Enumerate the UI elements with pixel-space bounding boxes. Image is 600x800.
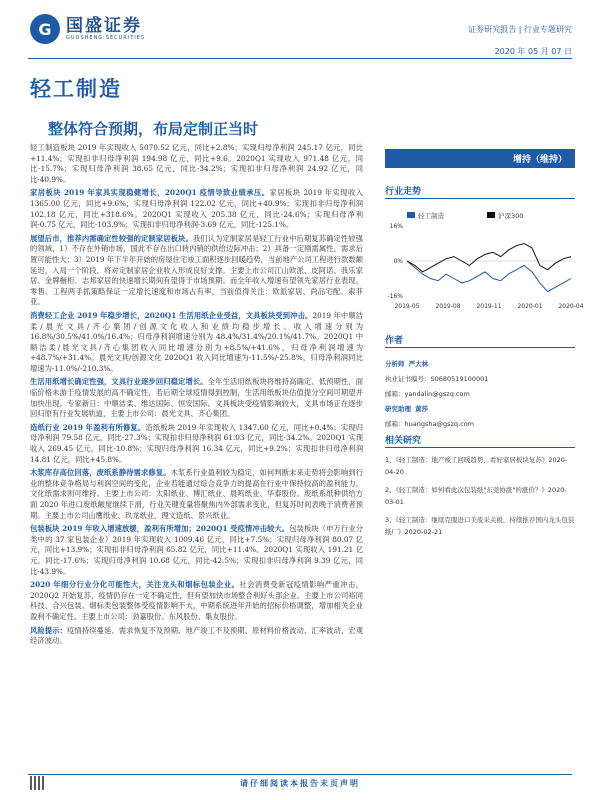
cert-line: 执业证书编号：S0680519100001 xyxy=(385,375,489,383)
authors-title: 作者 xyxy=(385,336,404,346)
page-title: 轻工制造 xyxy=(30,76,122,101)
x-tick-label: 2019-08 xyxy=(435,303,461,310)
assistant-line: 研究助理 黄莎 xyxy=(385,405,429,413)
paragraph: 2020 年细分行业分化可能性大，关注龙头和烟标包装企业。社会消费受新冠疫情影响严重冲击，2020Q2 开始复苏，疫情仍存在一定不确定性，但有望加快市场整合利好头部企业。主要上市公司裕同科技、合兴包装。烟标类包装整体受疫情影响不大，中期系统进年开始的招标价格调整，增加相关企业盈利不确定性。主要上市公司：劲嘉股份、东风股份、集友股份。 xyxy=(30,580,363,621)
legend-label-1: 沪深300 xyxy=(498,212,524,220)
paragraph: 风险提示：疫情持续蔓延、需求恢复不及预期、地产竣工不及预期、原材料价格波动、汇率波动、宏观经济波动。 xyxy=(30,625,364,646)
related-divider xyxy=(385,447,575,448)
series-line-0 xyxy=(407,261,571,292)
series-line-1 xyxy=(407,244,571,272)
paragraph: 生活用纸增长确定性强，文具行业逐步回归稳定增长。全年生活用纸板块将维持高确定、低预期性，面临价格未游于疫情发展的高不确定性，若后期全球疫情得到控制，生活用纸板块估值提分空间可期望并加快出现。专家新日：中顺洁柔、维达国际、恒安国际。文具板块受疫情影响较大，文具市场正在逐步回归原有行业发展轨道，主要上市公司：晨光文具、齐心集团。 xyxy=(30,377,363,419)
assistant-name: 黄莎 xyxy=(415,405,429,413)
rating-badge: 增持（维持） xyxy=(385,149,575,168)
company-logo xyxy=(30,14,145,44)
body-text xyxy=(30,143,363,650)
related-item[interactable]: 3、《轻工制造：继续克服进口美废采关税，持续推荐国内龙头包装纸厂》2020-02-21 xyxy=(385,516,575,536)
logo-en: GUOSHENG SECURITIES xyxy=(66,35,146,41)
paragraph: 造纸行业 2019 年盈利有所修复。造纸板块 2019 年实现收入 1347.60 亿元，同比+0.4%；实现归母净利润 79.58 亿元，同比-27.3%；实现扣非归母净利润 61.03 亿元，同比-34.2%。2020Q1 实现收入 269.45 亿元，同比-10.8%；实现归母净利润 16.34 亿元，同比+9.2%；实现扣非归母净利润 14.81 亿元，同比+45.8%。 xyxy=(30,422,363,464)
y-tick-label: -16% xyxy=(387,293,403,300)
y-tick-label: 16% xyxy=(389,223,403,230)
email2-line[interactable]: 邮箱：huangsha@gszq.com xyxy=(385,420,474,428)
trend-title: 行业走势 xyxy=(385,187,422,197)
related-item[interactable]: 1、《轻工制造：地产竣工回暖趋势，看好家居板块复苏》2020-04-20 xyxy=(385,456,568,476)
legend-swatch-0 xyxy=(407,212,415,218)
paragraph: 家居板块 2019 年家具实现稳健增长，2020Q1 疫情导致业绩承压。家居板块 2019 年实现收入 1365.00 亿元，同比+9.6%；实现归母净利润 122.02 亿元，同比+40.9%；实现扣非归母净利润 102.18 亿元，同比+318.6%。2020Q1 实现收入 205.38 亿元，同比-24.6%；实现归母净利润-0.75 亿元，同比-103.9%；实现扣非归母净利润-3.69 亿元，同比-125.1%。 xyxy=(30,188,363,230)
trend-chart xyxy=(385,206,584,316)
paragraph: 轻工制造板块 2019 年实现收入 5070.52 亿元，同比+2.8%；实现归母净利润 245.17 亿元，同比+11.4%；实现扣非归母净利润 194.98 亿元，同比+9.6。2020Q1 实现收入 971.48 亿元，同比-15.7%；实现归母净利润 38.65 亿元，同比-34.2%；实现扣非归母净利润 24.92 亿元，同比-40.9%。 xyxy=(30,143,363,184)
paragraph: 包装板块 2019 年收入增速放缓，盈利有所增加；2020Q1 受疫情冲击较大。包装板块（申万行业分类中的 37 家包装企业）2019 年实现收入 1009.46 亿元，同比+7.5%；实现归母净利润 80.07 亿元，同比+13.9%；实现扣非归母净利润 65.82 亿元，同比+11.4%。2020Q1 实现收入 191.21 亿元，同比-17.6%；实现归母净利润 10.68 亿元，同比-42.5%；实现扣非归母净利润 9.39 亿元，同比-43.9%。 xyxy=(30,524,364,576)
footer-divider xyxy=(28,774,572,775)
x-tick-label: 2019-05 xyxy=(394,303,420,310)
y-tick-label: 0% xyxy=(393,258,403,265)
related-list xyxy=(385,455,575,545)
header-divider xyxy=(28,58,572,59)
x-tick-label: 2020-04 xyxy=(558,303,584,310)
trend-divider xyxy=(385,198,575,199)
footer-disclaimer: 请仔细阅读本报告末页声明 xyxy=(240,779,360,788)
page-subtitle: 整体符合预期，布局定制正当时 xyxy=(48,120,259,138)
email-line[interactable]: 邮箱：yandalin@gszq.com xyxy=(385,390,470,398)
related-item[interactable]: 2、《轻工制造：如何看此次包装纸"东莞协涨"的涨价？》2020-03-01 xyxy=(385,486,567,506)
legend-swatch-1 xyxy=(487,212,495,218)
paragraph: 木浆库存高位回落，废纸系静待需求修复。木浆系行业盈利较为稳定，如何判断未来走势将会影响到行业的整体竞争格局与利润空间的变化，企业若能通过综合竞争力的提高在行业中保持较高的盈利能力，文化纸需求则可维持。主要上市公司：太阳纸业、博汇纸业、晨鸣纸业、华泰股份。废纸系纸种供给方面 2020 年进口废纸额度继续下滑，行业关键变量将聚焦内外部需求变化，但复苏时间表晚于消费者预期。主要上市公司山鹰纸业、玖龙纸业、理文造纸、景兴纸业。 xyxy=(30,468,364,520)
related-title: 相关研究 xyxy=(385,436,422,446)
report-date: 2020 年 05 月 07 日 xyxy=(494,47,572,56)
logo-cn: 国盛证券 xyxy=(66,16,142,36)
analyst-line: 分析师 严大林 xyxy=(385,360,429,368)
legend-label-0: 轻工制造 xyxy=(418,212,444,220)
x-tick-label: 2019-11 xyxy=(476,303,502,310)
paragraph: 消费轻工企业 2019 年稳步增长，2020Q1 生活用纸企业受益，文具板块受到冲击。2019 年中顺洁柔/晨光文具/齐心集团/创源文化收入和业绩均稳步增长。收入增速分别为 16.8%/30.5%/41.0%/16.4%；归母净利润增速分别为 48.4%/31.4%/20.1%/41.7%。2020Q1 中顺洁柔/晨光文具/齐心集团收入同比增速分别为+8.5%/+41.6%，归母净利润增速为+48.7%/+31.4%。晨光文具/创源文化 2020Q1 收入同比增速为-11.5%/-25.8%，归母净利润同比增速为-11.0%/-210.3%。 xyxy=(30,310,363,373)
report-type: 证券研究报告 | 行业专题研究 xyxy=(468,25,572,34)
paragraph: 展望后市，推荐内需确定性较强的定制家居板块。我们认为定制家居是轻工行业中后期复苏确定性较强的领域，1）不存在外销市场，国此不存在出口转内销的供给边际冲击；2）具备一定刚需属性，需求后置可能性大；3）2019 年下半年开始的房屋住宅竣工面积逐步回暖趋势，当前地产公司工程进行款数额延迟，入局一个阶段，将对定制家居企业收入形成良好支撑。主要上市公司江山欧派、皮阿诺、我乐家居、金牌橱柜、志邦家居的快速增长期间有望得于市场预期。而全年收入增速有望领先家居行业表现。零售、工程两手抓策略保证一定增长速度和市场占有率，当前值得关注：欧派家居、尚品宅配、索菲亚。 xyxy=(30,233,364,307)
analyst-name: 严大林 xyxy=(408,360,429,368)
x-tick-label: 2020-01 xyxy=(517,303,543,310)
logo-icon: G xyxy=(30,14,60,44)
authors-divider xyxy=(385,347,575,348)
